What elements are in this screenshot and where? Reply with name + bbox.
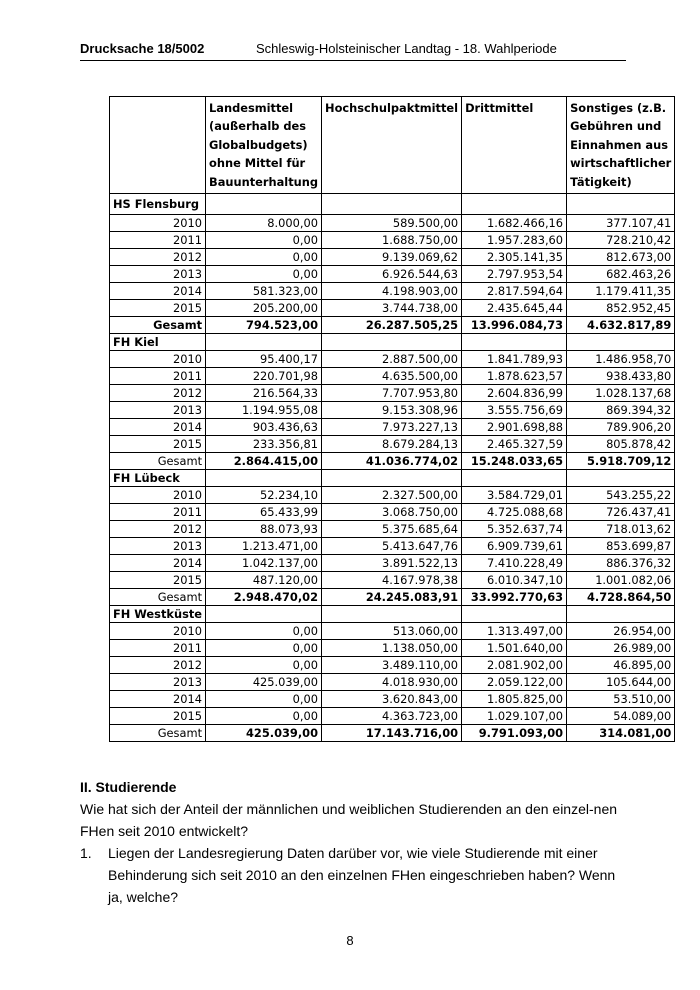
value-cell: 2.901.698,88: [462, 419, 567, 436]
value-cell: 869.394,32: [567, 402, 675, 419]
value-cell: 425.039,00: [206, 674, 322, 691]
value-cell: 2.604.836,99: [462, 385, 567, 402]
year-cell: 2010: [110, 623, 206, 640]
year-cell: 2010: [110, 487, 206, 504]
year-cell: 2015: [110, 300, 206, 317]
value-cell: 8.679.284,13: [322, 436, 462, 453]
value-cell: 805.878,42: [567, 436, 675, 453]
value-cell: 581.323,00: [206, 283, 322, 300]
empty-cell: [462, 334, 567, 351]
year-cell: 2011: [110, 368, 206, 385]
value-cell: 7.707.953,80: [322, 385, 462, 402]
value-cell: 718.013,62: [567, 521, 675, 538]
table-row: [110, 674, 675, 691]
value-cell: 26.989,00: [567, 640, 675, 657]
table-row: [110, 351, 675, 368]
column-header: Hochschulpaktmittel: [322, 97, 462, 194]
value-cell: 3.620.843,00: [322, 691, 462, 708]
table-row: [110, 555, 675, 572]
year-cell: 2010: [110, 215, 206, 232]
value-cell: 1.138.050,00: [322, 640, 462, 657]
funding-table: [109, 96, 675, 742]
value-cell: 0,00: [206, 623, 322, 640]
year-cell: 2011: [110, 640, 206, 657]
value-cell: 5.375.685,64: [322, 521, 462, 538]
group-header-row: [110, 334, 675, 351]
total-value: 15.248.033,65: [462, 453, 567, 470]
question-text: Liegen der Landesregierung Daten darüber vor, wie viele Studierende mit einer Behinderung sich seit 2010 an den einzelnen FHen eingeschrieben haben? Wenn ja, welche?: [108, 845, 616, 905]
table-header-row: [110, 97, 675, 194]
value-cell: 589.500,00: [322, 215, 462, 232]
empty-cell: [206, 334, 322, 351]
value-cell: 3.555.756,69: [462, 402, 567, 419]
value-cell: 3.891.522,13: [322, 555, 462, 572]
value-cell: 1.001.082,06: [567, 572, 675, 589]
total-value: 4.632.817,89: [567, 317, 675, 334]
year-cell: 2013: [110, 402, 206, 419]
group-header-row: [110, 194, 675, 215]
value-cell: 1.682.466,16: [462, 215, 567, 232]
year-cell: 2012: [110, 249, 206, 266]
column-header: Sonstiges (z.B. Gebühren und Einnahmen aus wirtschaftlicher Tätigkeit): [567, 97, 675, 194]
total-value: 17.143.716,00: [322, 725, 462, 742]
value-cell: 6.926.544,63: [322, 266, 462, 283]
total-row: [110, 453, 675, 470]
total-value: 33.992.770,63: [462, 589, 567, 606]
total-value: 5.918.709,12: [567, 453, 675, 470]
year-cell: 2014: [110, 691, 206, 708]
value-cell: 789.906,20: [567, 419, 675, 436]
value-cell: 1.029.107,00: [462, 708, 567, 725]
value-cell: 7.410.228,49: [462, 555, 567, 572]
table-row: [110, 266, 675, 283]
value-cell: 728.210,42: [567, 232, 675, 249]
value-cell: 0,00: [206, 657, 322, 674]
table-row: [110, 657, 675, 674]
table-row: [110, 232, 675, 249]
value-cell: 6.010.347,10: [462, 572, 567, 589]
value-cell: 9.139.069,62: [322, 249, 462, 266]
year-cell: 2014: [110, 283, 206, 300]
value-cell: 2.435.645,44: [462, 300, 567, 317]
value-cell: 1.486.958,70: [567, 351, 675, 368]
value-cell: 6.909.739,61: [462, 538, 567, 555]
value-cell: 1.179.411,35: [567, 283, 675, 300]
year-cell: 2012: [110, 385, 206, 402]
value-cell: 65.433,99: [206, 504, 322, 521]
empty-cell: [567, 194, 675, 215]
value-cell: 4.635.500,00: [322, 368, 462, 385]
value-cell: 216.564,33: [206, 385, 322, 402]
total-value: 2.948.470,02: [206, 589, 322, 606]
value-cell: 853.699,87: [567, 538, 675, 555]
value-cell: 0,00: [206, 708, 322, 725]
value-cell: 7.973.227,13: [322, 419, 462, 436]
total-row: [110, 589, 675, 606]
empty-cell: [206, 194, 322, 215]
table-row: [110, 504, 675, 521]
total-value: 2.864.415,00: [206, 453, 322, 470]
column-header: Drittmittel: [462, 97, 567, 194]
value-cell: 938.433,80: [567, 368, 675, 385]
table-row: [110, 487, 675, 504]
value-cell: 3.068.750,00: [322, 504, 462, 521]
year-cell: 2011: [110, 504, 206, 521]
group-name: HS Flensburg: [110, 194, 206, 215]
value-cell: 4.725.088,68: [462, 504, 567, 521]
value-cell: 1.313.497,00: [462, 623, 567, 640]
value-cell: 233.356,81: [206, 436, 322, 453]
table-row: [110, 215, 675, 232]
year-cell: 2014: [110, 419, 206, 436]
total-value: 24.245.083,91: [322, 589, 462, 606]
value-cell: 852.952,45: [567, 300, 675, 317]
total-row: [110, 725, 675, 742]
column-header: [110, 97, 206, 194]
total-value: 4.728.864,50: [567, 589, 675, 606]
year-cell: 2015: [110, 436, 206, 453]
value-cell: 0,00: [206, 691, 322, 708]
value-cell: 0,00: [206, 249, 322, 266]
value-cell: 2.887.500,00: [322, 351, 462, 368]
value-cell: 1.194.955,08: [206, 402, 322, 419]
value-cell: 2.081.902,00: [462, 657, 567, 674]
question-number: 1.: [80, 845, 92, 861]
table-row: [110, 436, 675, 453]
table-row: [110, 521, 675, 538]
value-cell: 2.465.327,59: [462, 436, 567, 453]
total-label: Gesamt: [110, 589, 206, 606]
value-cell: 8.000,00: [206, 215, 322, 232]
value-cell: 2.817.594,64: [462, 283, 567, 300]
empty-cell: [567, 334, 675, 351]
section-heading: II. Studierende: [80, 779, 177, 795]
table-row: [110, 368, 675, 385]
value-cell: 2.305.141,35: [462, 249, 567, 266]
value-cell: 682.463,26: [567, 266, 675, 283]
total-value: 9.791.093,00: [462, 725, 567, 742]
header-rule: [80, 60, 626, 61]
value-cell: 220.701,98: [206, 368, 322, 385]
value-cell: 88.073,93: [206, 521, 322, 538]
empty-cell: [462, 470, 567, 487]
table-row: [110, 708, 675, 725]
year-cell: 2012: [110, 521, 206, 538]
table-row: [110, 623, 675, 640]
value-cell: 46.895,00: [567, 657, 675, 674]
value-cell: 205.200,00: [206, 300, 322, 317]
value-cell: 0,00: [206, 266, 322, 283]
value-cell: 3.584.729,01: [462, 487, 567, 504]
value-cell: 105.644,00: [567, 674, 675, 691]
page-number: 8: [346, 933, 354, 948]
value-cell: 1.213.471,00: [206, 538, 322, 555]
year-cell: 2015: [110, 708, 206, 725]
empty-cell: [206, 606, 322, 623]
value-cell: 52.234,10: [206, 487, 322, 504]
value-cell: 95.400,17: [206, 351, 322, 368]
value-cell: 1.957.283,60: [462, 232, 567, 249]
value-cell: 487.120,00: [206, 572, 322, 589]
value-cell: 2.059.122,00: [462, 674, 567, 691]
table-row: [110, 283, 675, 300]
total-label: Gesamt: [110, 317, 206, 334]
value-cell: 1.042.137,00: [206, 555, 322, 572]
year-cell: 2011: [110, 232, 206, 249]
table-row: [110, 402, 675, 419]
year-cell: 2014: [110, 555, 206, 572]
value-cell: 5.352.637,74: [462, 521, 567, 538]
empty-cell: [567, 606, 675, 623]
value-cell: 726.437,41: [567, 504, 675, 521]
empty-cell: [322, 334, 462, 351]
empty-cell: [206, 470, 322, 487]
value-cell: 1.501.640,00: [462, 640, 567, 657]
value-cell: 1.878.623,57: [462, 368, 567, 385]
parliament-title: Schleswig-Holsteinischer Landtag - 18. Wahlperiode: [256, 41, 557, 56]
total-value: 314.081,00: [567, 725, 675, 742]
document-number: Drucksache 18/5002: [80, 41, 205, 56]
value-cell: 377.107,41: [567, 215, 675, 232]
value-cell: 0,00: [206, 232, 322, 249]
table-body: [110, 194, 675, 742]
value-cell: 54.089,00: [567, 708, 675, 725]
section-students: [80, 776, 620, 908]
empty-cell: [462, 606, 567, 623]
year-cell: 2013: [110, 266, 206, 283]
year-cell: 2015: [110, 572, 206, 589]
value-cell: 5.413.647,76: [322, 538, 462, 555]
empty-cell: [322, 194, 462, 215]
value-cell: 1.805.825,00: [462, 691, 567, 708]
table-row: [110, 572, 675, 589]
group-header-row: [110, 606, 675, 623]
table-row: [110, 249, 675, 266]
value-cell: 2.327.500,00: [322, 487, 462, 504]
table-row: [110, 538, 675, 555]
value-cell: 812.673,00: [567, 249, 675, 266]
empty-cell: [462, 194, 567, 215]
total-label: Gesamt: [110, 453, 206, 470]
total-value: 425.039,00: [206, 725, 322, 742]
value-cell: 3.744.738,00: [322, 300, 462, 317]
value-cell: 543.255,22: [567, 487, 675, 504]
value-cell: 3.489.110,00: [322, 657, 462, 674]
value-cell: 0,00: [206, 640, 322, 657]
value-cell: 4.363.723,00: [322, 708, 462, 725]
column-header: Landesmittel (außerhalb des Globalbudgets) ohne Mittel für Bauunterhaltung: [206, 97, 322, 194]
table-row: [110, 691, 675, 708]
total-row: [110, 317, 675, 334]
value-cell: 903.436,63: [206, 419, 322, 436]
group-name: FH Lübeck: [110, 470, 206, 487]
table-row: [110, 385, 675, 402]
section-intro: Wie hat sich der Anteil der männlichen und weiblichen Studierenden an den einzel-nen FHen seit 2010 entwickelt?: [80, 801, 618, 839]
total-value: 13.996.084,73: [462, 317, 567, 334]
table-row: [110, 419, 675, 436]
table-row: [110, 640, 675, 657]
total-value: 41.036.774,02: [322, 453, 462, 470]
total-value: 794.523,00: [206, 317, 322, 334]
value-cell: 4.198.903,00: [322, 283, 462, 300]
year-cell: 2013: [110, 674, 206, 691]
value-cell: 4.018.930,00: [322, 674, 462, 691]
group-name: FH Kiel: [110, 334, 206, 351]
value-cell: 53.510,00: [567, 691, 675, 708]
empty-cell: [567, 470, 675, 487]
value-cell: 1.688.750,00: [322, 232, 462, 249]
value-cell: 1.028.137,68: [567, 385, 675, 402]
page-header: [80, 41, 620, 61]
group-header-row: [110, 470, 675, 487]
value-cell: 4.167.978,38: [322, 572, 462, 589]
year-cell: 2013: [110, 538, 206, 555]
empty-cell: [322, 470, 462, 487]
total-label: Gesamt: [110, 725, 206, 742]
empty-cell: [322, 606, 462, 623]
value-cell: 513.060,00: [322, 623, 462, 640]
group-name: FH Westküste: [110, 606, 206, 623]
value-cell: 2.797.953,54: [462, 266, 567, 283]
question-item: [80, 842, 620, 908]
year-cell: 2012: [110, 657, 206, 674]
value-cell: 9.153.308,96: [322, 402, 462, 419]
table-row: [110, 300, 675, 317]
value-cell: 886.376,32: [567, 555, 675, 572]
total-value: 26.287.505,25: [322, 317, 462, 334]
year-cell: 2010: [110, 351, 206, 368]
value-cell: 1.841.789,93: [462, 351, 567, 368]
value-cell: 26.954,00: [567, 623, 675, 640]
